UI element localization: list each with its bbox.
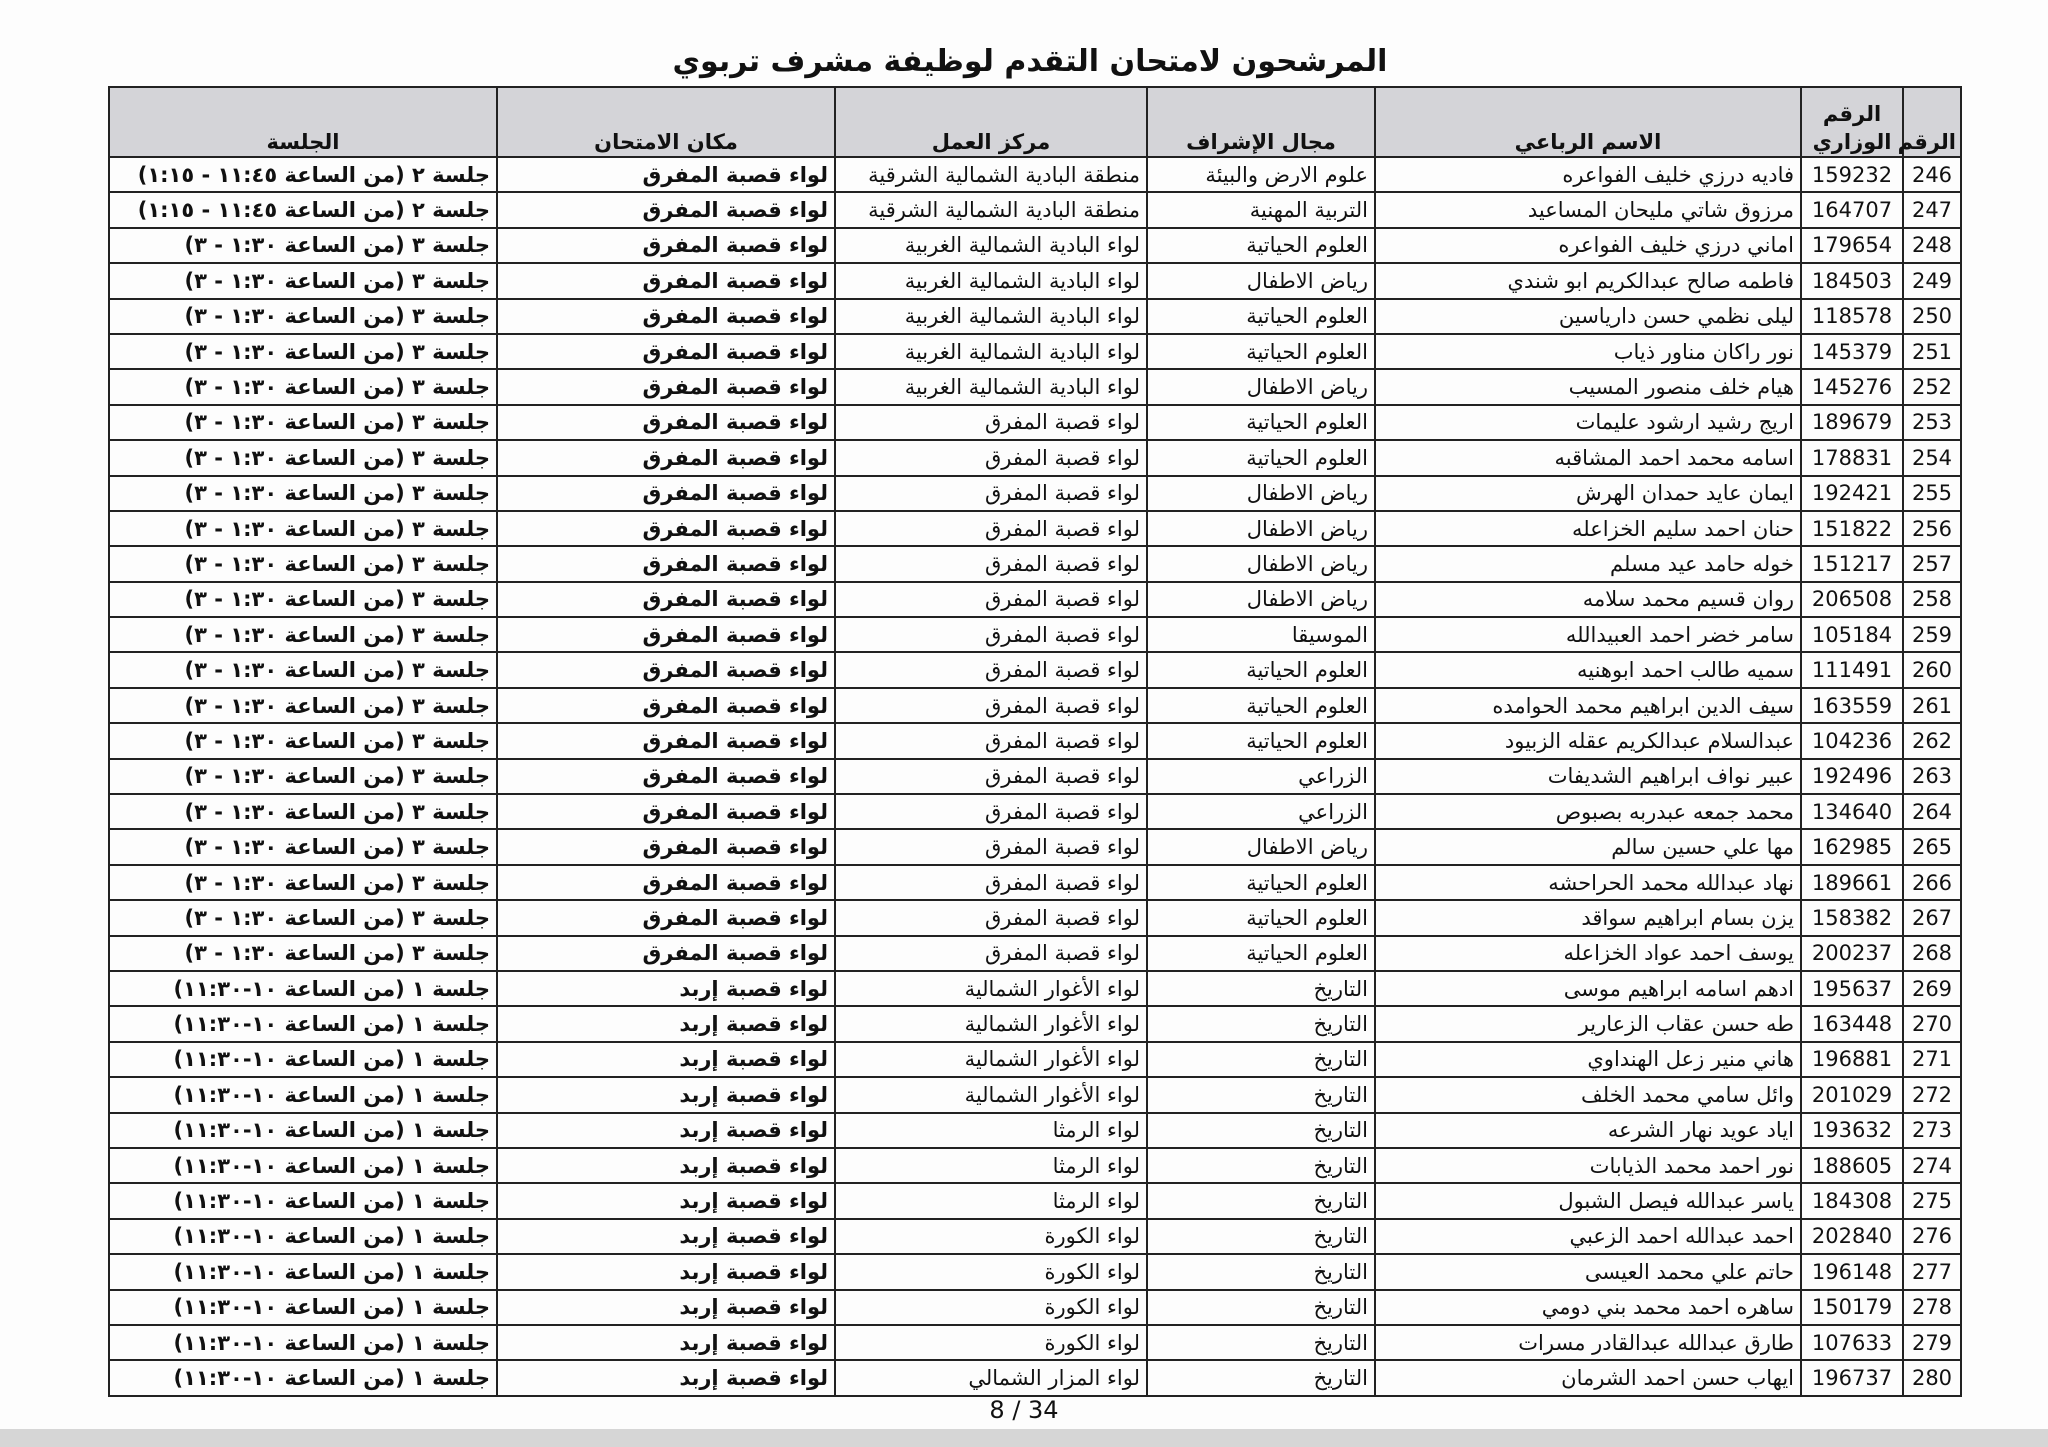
cell-work-center: لواء قصبة المفرق (835, 900, 1147, 935)
cell-ministry-number: 150179 (1801, 1290, 1903, 1325)
table-row (109, 157, 1961, 192)
cell-exam-place: لواء قصبة المفرق (497, 794, 835, 829)
cell-session: جلسة ١ (من الساعة ١٠-١١:٣٠) (109, 1254, 497, 1289)
cell-session: جلسة ٣ (من الساعة ١:٣٠ - ٣) (109, 228, 497, 263)
cell-supervision-field: العلوم الحياتية (1147, 440, 1375, 475)
cell-full-name: هيام خلف منصور المسيب (1375, 369, 1801, 404)
cell-session: جلسة ٣ (من الساعة ١:٣٠ - ٣) (109, 405, 497, 440)
cell-work-center: لواء قصبة المفرق (835, 936, 1147, 971)
cell-ministry-number: 206508 (1801, 582, 1903, 617)
cell-work-center: لواء البادية الشمالية الغربية (835, 228, 1147, 263)
cell-work-center: لواء البادية الشمالية الغربية (835, 369, 1147, 404)
cell-supervision-field: رياض الاطفال (1147, 263, 1375, 298)
cell-seq: 275 (1903, 1183, 1961, 1218)
cell-work-center: لواء الأغوار الشمالية (835, 971, 1147, 1006)
cell-ministry-number: 151217 (1801, 546, 1903, 581)
cell-session: جلسة ٣ (من الساعة ١:٣٠ - ٣) (109, 865, 497, 900)
cell-ministry-number: 178831 (1801, 440, 1903, 475)
cell-session: جلسة ٣ (من الساعة ١:٣٠ - ٣) (109, 617, 497, 652)
cell-seq: 277 (1903, 1254, 1961, 1289)
cell-ministry-number: 196881 (1801, 1042, 1903, 1077)
cell-full-name: سامر خضر احمد العبيدالله (1375, 617, 1801, 652)
cell-ministry-number: 196737 (1801, 1360, 1903, 1395)
cell-ministry-number: 159232 (1801, 157, 1903, 192)
table-row (109, 1183, 1961, 1218)
table-row (109, 511, 1961, 546)
cell-full-name: حنان احمد سليم الخزاعله (1375, 511, 1801, 546)
cell-supervision-field: الزراعي (1147, 794, 1375, 829)
cell-exam-place: لواء قصبة المفرق (497, 299, 835, 334)
cell-exam-place: لواء قصبة المفرق (497, 192, 835, 227)
table-row (109, 192, 1961, 227)
cell-session: جلسة ٣ (من الساعة ١:٣٠ - ٣) (109, 688, 497, 723)
cell-work-center: لواء البادية الشمالية الغربية (835, 334, 1147, 369)
cell-seq: 247 (1903, 192, 1961, 227)
cell-seq: 256 (1903, 511, 1961, 546)
cell-work-center: لواء قصبة المفرق (835, 405, 1147, 440)
cell-work-center: لواء البادية الشمالية الغربية (835, 299, 1147, 334)
cell-supervision-field: العلوم الحياتية (1147, 936, 1375, 971)
cell-full-name: احمد عبدالله احمد الزعبي (1375, 1219, 1801, 1254)
cell-seq: 262 (1903, 723, 1961, 758)
cell-full-name: طه حسن عقاب الزعارير (1375, 1006, 1801, 1041)
cell-seq: 280 (1903, 1360, 1961, 1395)
table-row (109, 759, 1961, 794)
table-row (109, 900, 1961, 935)
cell-seq: 251 (1903, 334, 1961, 369)
cell-exam-place: لواء قصبة المفرق (497, 865, 835, 900)
cell-supervision-field: رياض الاطفال (1147, 829, 1375, 864)
cell-session: جلسة ٣ (من الساعة ١:٣٠ - ٣) (109, 723, 497, 758)
cell-work-center: لواء الأغوار الشمالية (835, 1077, 1147, 1112)
cell-supervision-field: التاريخ (1147, 1006, 1375, 1041)
cell-supervision-field: الموسيقا (1147, 617, 1375, 652)
scan-edge (0, 1429, 2048, 1447)
table-row (109, 299, 1961, 334)
cell-work-center: لواء قصبة المفرق (835, 582, 1147, 617)
cell-full-name: اماني درزي خليف الفواعره (1375, 228, 1801, 263)
cell-session: جلسة ٣ (من الساعة ١:٣٠ - ٣) (109, 652, 497, 687)
cell-ministry-number: 145379 (1801, 334, 1903, 369)
cell-seq: 276 (1903, 1219, 1961, 1254)
cell-exam-place: لواء قصبة المفرق (497, 617, 835, 652)
cell-session: جلسة ١ (من الساعة ١٠-١١:٣٠) (109, 1006, 497, 1041)
cell-work-center: لواء البادية الشمالية الغربية (835, 263, 1147, 298)
cell-work-center: لواء قصبة المفرق (835, 476, 1147, 511)
table-row (109, 1042, 1961, 1077)
cell-exam-place: لواء قصبة إربد (497, 1360, 835, 1395)
cell-work-center: لواء قصبة المفرق (835, 759, 1147, 794)
table-row (109, 1077, 1961, 1112)
cell-supervision-field: العلوم الحياتية (1147, 688, 1375, 723)
cell-session: جلسة ٣ (من الساعة ١:٣٠ - ٣) (109, 546, 497, 581)
cell-full-name: نور احمد محمد الذيابات (1375, 1148, 1801, 1183)
cell-ministry-number: 162985 (1801, 829, 1903, 864)
candidates-table-container (110, 86, 1962, 1397)
cell-session: جلسة ٣ (من الساعة ١:٣٠ - ٣) (109, 299, 497, 334)
cell-exam-place: لواء قصبة المفرق (497, 157, 835, 192)
cell-seq: 263 (1903, 759, 1961, 794)
table-row (109, 1254, 1961, 1289)
header-seq: الرقم (1903, 87, 1961, 157)
cell-session: جلسة ٣ (من الساعة ١:٣٠ - ٣) (109, 936, 497, 971)
cell-supervision-field: علوم الارض والبيئة (1147, 157, 1375, 192)
cell-session: جلسة ١ (من الساعة ١٠-١١:٣٠) (109, 1360, 497, 1395)
cell-exam-place: لواء قصبة المفرق (497, 936, 835, 971)
cell-session: جلسة ٣ (من الساعة ١:٣٠ - ٣) (109, 440, 497, 475)
cell-full-name: يزن بسام ابراهيم سواقد (1375, 900, 1801, 935)
cell-session: جلسة ١ (من الساعة ١٠-١١:٣٠) (109, 1042, 497, 1077)
table-row (109, 971, 1961, 1006)
table-row (109, 688, 1961, 723)
cell-exam-place: لواء قصبة المفرق (497, 582, 835, 617)
table-row (109, 228, 1961, 263)
cell-seq: 249 (1903, 263, 1961, 298)
cell-exam-place: لواء قصبة المفرق (497, 546, 835, 581)
cell-supervision-field: التاريخ (1147, 1360, 1375, 1395)
header-session: الجلسة (109, 87, 497, 157)
document-title: المرشحون لامتحان التقدم لوظيفة مشرف تربوي (672, 44, 1388, 79)
cell-supervision-field: رياض الاطفال (1147, 511, 1375, 546)
cell-exam-place: لواء قصبة إربد (497, 1148, 835, 1183)
cell-ministry-number: 105184 (1801, 617, 1903, 652)
table-row (109, 405, 1961, 440)
cell-exam-place: لواء قصبة المفرق (497, 440, 835, 475)
cell-supervision-field: التاريخ (1147, 971, 1375, 1006)
cell-ministry-number: 145276 (1801, 369, 1903, 404)
table-row (109, 936, 1961, 971)
cell-ministry-number: 118578 (1801, 299, 1903, 334)
cell-ministry-number: 189661 (1801, 865, 1903, 900)
cell-session: جلسة ٢ (من الساعة ١١:٤٥ - ١:١٥) (109, 192, 497, 227)
cell-ministry-number: 111491 (1801, 652, 1903, 687)
cell-session: جلسة ١ (من الساعة ١٠-١١:٣٠) (109, 1325, 497, 1360)
cell-exam-place: لواء قصبة المفرق (497, 334, 835, 369)
cell-ministry-number: 192421 (1801, 476, 1903, 511)
table-row (109, 1360, 1961, 1395)
cell-ministry-number: 134640 (1801, 794, 1903, 829)
cell-work-center: لواء قصبة المفرق (835, 688, 1147, 723)
cell-seq: 253 (1903, 405, 1961, 440)
cell-session: جلسة ٢ (من الساعة ١١:٤٥ - ١:١٥) (109, 157, 497, 192)
table-row (109, 617, 1961, 652)
cell-supervision-field: التربية المهنية (1147, 192, 1375, 227)
cell-ministry-number: 163448 (1801, 1006, 1903, 1041)
cell-exam-place: لواء قصبة المفرق (497, 652, 835, 687)
cell-full-name: حاتم علي محمد العيسى (1375, 1254, 1801, 1289)
cell-ministry-number: 200237 (1801, 936, 1903, 971)
cell-supervision-field: التاريخ (1147, 1254, 1375, 1289)
cell-session: جلسة ٣ (من الساعة ١:٣٠ - ٣) (109, 900, 497, 935)
cell-supervision-field: رياض الاطفال (1147, 582, 1375, 617)
cell-ministry-number: 193632 (1801, 1113, 1903, 1148)
cell-exam-place: لواء قصبة المفرق (497, 688, 835, 723)
cell-exam-place: لواء قصبة المفرق (497, 369, 835, 404)
cell-full-name: فاديه درزي خليف الفواعره (1375, 157, 1801, 192)
cell-session: جلسة ١ (من الساعة ١٠-١١:٣٠) (109, 1183, 497, 1218)
cell-work-center: لواء الأغوار الشمالية (835, 1042, 1147, 1077)
cell-supervision-field: العلوم الحياتية (1147, 900, 1375, 935)
cell-work-center: لواء قصبة المفرق (835, 440, 1147, 475)
cell-exam-place: لواء قصبة إربد (497, 1219, 835, 1254)
cell-work-center: لواء الرمثا (835, 1113, 1147, 1148)
cell-supervision-field: رياض الاطفال (1147, 476, 1375, 511)
cell-exam-place: لواء قصبة المفرق (497, 829, 835, 864)
cell-supervision-field: رياض الاطفال (1147, 369, 1375, 404)
cell-full-name: محمد جمعه عبدربه بصبوص (1375, 794, 1801, 829)
table-row (109, 1325, 1961, 1360)
table-row (109, 476, 1961, 511)
cell-exam-place: لواء قصبة المفرق (497, 723, 835, 758)
cell-work-center: لواء قصبة المفرق (835, 617, 1147, 652)
cell-session: جلسة ١ (من الساعة ١٠-١١:٣٠) (109, 1113, 497, 1148)
cell-exam-place: لواء قصبة المفرق (497, 511, 835, 546)
cell-full-name: ياسر عبدالله فيصل الشبول (1375, 1183, 1801, 1218)
cell-seq: 259 (1903, 617, 1961, 652)
cell-ministry-number: 184308 (1801, 1183, 1903, 1218)
cell-exam-place: لواء قصبة إربد (497, 1042, 835, 1077)
cell-supervision-field: العلوم الحياتية (1147, 723, 1375, 758)
cell-full-name: نور راكان مناور ذياب (1375, 334, 1801, 369)
cell-seq: 248 (1903, 228, 1961, 263)
cell-supervision-field: التاريخ (1147, 1183, 1375, 1218)
cell-ministry-number: 151822 (1801, 511, 1903, 546)
cell-supervision-field: العلوم الحياتية (1147, 228, 1375, 263)
table-row (109, 794, 1961, 829)
cell-ministry-number: 107633 (1801, 1325, 1903, 1360)
cell-seq: 271 (1903, 1042, 1961, 1077)
cell-seq: 269 (1903, 971, 1961, 1006)
cell-session: جلسة ١ (من الساعة ١٠-١١:٣٠) (109, 971, 497, 1006)
cell-full-name: سميه طالب احمد ابوهنيه (1375, 652, 1801, 687)
cell-work-center: لواء الرمثا (835, 1183, 1147, 1218)
cell-ministry-number: 188605 (1801, 1148, 1903, 1183)
cell-supervision-field: التاريخ (1147, 1077, 1375, 1112)
cell-seq: 257 (1903, 546, 1961, 581)
cell-ministry-number: 196148 (1801, 1254, 1903, 1289)
cell-seq: 265 (1903, 829, 1961, 864)
cell-supervision-field: العلوم الحياتية (1147, 299, 1375, 334)
cell-full-name: مرزوق شاتي مليحان المساعيد (1375, 192, 1801, 227)
page-number: 8 / 34 (989, 1396, 1059, 1424)
table-row (109, 1113, 1961, 1148)
table-row (109, 546, 1961, 581)
cell-exam-place: لواء قصبة إربد (497, 1183, 835, 1218)
cell-supervision-field: العلوم الحياتية (1147, 652, 1375, 687)
cell-supervision-field: التاريخ (1147, 1148, 1375, 1183)
cell-full-name: سيف الدين ابراهيم محمد الحوامده (1375, 688, 1801, 723)
cell-session: جلسة ٣ (من الساعة ١:٣٠ - ٣) (109, 511, 497, 546)
cell-ministry-number: 179654 (1801, 228, 1903, 263)
table-row (109, 865, 1961, 900)
cell-ministry-number: 158382 (1801, 900, 1903, 935)
cell-full-name: ادهم اسامه ابراهيم موسى (1375, 971, 1801, 1006)
cell-ministry-number: 201029 (1801, 1077, 1903, 1112)
cell-full-name: روان قسيم محمد سلامه (1375, 582, 1801, 617)
table-body (109, 157, 1961, 1396)
cell-full-name: ساهره احمد محمد بني دومي (1375, 1290, 1801, 1325)
cell-supervision-field: الزراعي (1147, 759, 1375, 794)
cell-seq: 274 (1903, 1148, 1961, 1183)
cell-full-name: عبير نواف ابراهيم الشديفات (1375, 759, 1801, 794)
cell-exam-place: لواء قصبة المفرق (497, 228, 835, 263)
cell-exam-place: لواء قصبة إربد (497, 1006, 835, 1041)
cell-exam-place: لواء قصبة إربد (497, 1325, 835, 1360)
cell-seq: 273 (1903, 1113, 1961, 1148)
table-row (109, 1006, 1961, 1041)
cell-supervision-field: العلوم الحياتية (1147, 865, 1375, 900)
table-row (109, 723, 1961, 758)
cell-exam-place: لواء قصبة إربد (497, 1254, 835, 1289)
cell-session: جلسة ٣ (من الساعة ١:٣٠ - ٣) (109, 829, 497, 864)
cell-seq: 261 (1903, 688, 1961, 723)
cell-exam-place: لواء قصبة إربد (497, 971, 835, 1006)
cell-seq: 272 (1903, 1077, 1961, 1112)
cell-work-center: لواء الأغوار الشمالية (835, 1006, 1147, 1041)
cell-supervision-field: التاريخ (1147, 1290, 1375, 1325)
cell-session: جلسة ١ (من الساعة ١٠-١١:٣٠) (109, 1219, 497, 1254)
cell-full-name: مها علي حسين سالم (1375, 829, 1801, 864)
cell-supervision-field: رياض الاطفال (1147, 546, 1375, 581)
table-row (109, 263, 1961, 298)
cell-full-name: عبدالسلام عبدالكريم عقله الزبيود (1375, 723, 1801, 758)
cell-full-name: ايهاب حسن احمد الشرمان (1375, 1360, 1801, 1395)
cell-ministry-number: 164707 (1801, 192, 1903, 227)
table-header-row (109, 87, 1961, 157)
cell-seq: 252 (1903, 369, 1961, 404)
cell-seq: 278 (1903, 1290, 1961, 1325)
cell-seq: 258 (1903, 582, 1961, 617)
cell-session: جلسة ٣ (من الساعة ١:٣٠ - ٣) (109, 794, 497, 829)
cell-ministry-number: 202840 (1801, 1219, 1903, 1254)
cell-seq: 268 (1903, 936, 1961, 971)
cell-full-name: ليلى نظمي حسن دارياسين (1375, 299, 1801, 334)
cell-seq: 270 (1903, 1006, 1961, 1041)
cell-work-center: لواء الكورة (835, 1325, 1147, 1360)
cell-ministry-number: 104236 (1801, 723, 1903, 758)
cell-exam-place: لواء قصبة إربد (497, 1113, 835, 1148)
cell-exam-place: لواء قصبة المفرق (497, 405, 835, 440)
header-ministry-number: الرقم الوزاري (1801, 87, 1903, 157)
candidates-table (108, 86, 1962, 1397)
cell-full-name: اريج رشيد ارشود عليمات (1375, 405, 1801, 440)
cell-session: جلسة ٣ (من الساعة ١:٣٠ - ٣) (109, 369, 497, 404)
cell-exam-place: لواء قصبة المفرق (497, 900, 835, 935)
header-full-name: الاسم الرباعي (1375, 87, 1801, 157)
cell-ministry-number: 184503 (1801, 263, 1903, 298)
cell-seq: 250 (1903, 299, 1961, 334)
cell-work-center: لواء قصبة المفرق (835, 652, 1147, 687)
cell-seq: 264 (1903, 794, 1961, 829)
cell-work-center: لواء الكورة (835, 1254, 1147, 1289)
cell-seq: 260 (1903, 652, 1961, 687)
cell-session: جلسة ٣ (من الساعة ١:٣٠ - ٣) (109, 582, 497, 617)
cell-seq: 254 (1903, 440, 1961, 475)
cell-full-name: ايمان عايد حمدان الهرش (1375, 476, 1801, 511)
cell-work-center: لواء قصبة المفرق (835, 829, 1147, 864)
cell-work-center: لواء الكورة (835, 1290, 1147, 1325)
cell-supervision-field: التاريخ (1147, 1219, 1375, 1254)
cell-full-name: اسامه محمد احمد المشاقبه (1375, 440, 1801, 475)
cell-ministry-number: 163559 (1801, 688, 1903, 723)
table-row (109, 440, 1961, 475)
cell-work-center: لواء المزار الشمالي (835, 1360, 1147, 1395)
table-row (109, 1219, 1961, 1254)
table-row (109, 1148, 1961, 1183)
cell-session: جلسة ٣ (من الساعة ١:٣٠ - ٣) (109, 759, 497, 794)
table-row (109, 829, 1961, 864)
cell-session: جلسة ٣ (من الساعة ١:٣٠ - ٣) (109, 476, 497, 511)
cell-exam-place: لواء قصبة المفرق (497, 759, 835, 794)
cell-seq: 246 (1903, 157, 1961, 192)
cell-full-name: وائل سامي محمد الخلف (1375, 1077, 1801, 1112)
cell-full-name: فاطمه صالح عبدالكريم ابو شندي (1375, 263, 1801, 298)
cell-work-center: لواء الرمثا (835, 1148, 1147, 1183)
cell-supervision-field: التاريخ (1147, 1325, 1375, 1360)
header-exam-place: مكان الامتحان (497, 87, 835, 157)
cell-supervision-field: التاريخ (1147, 1042, 1375, 1077)
cell-session: جلسة ٣ (من الساعة ١:٣٠ - ٣) (109, 263, 497, 298)
table-row (109, 582, 1961, 617)
cell-seq: 255 (1903, 476, 1961, 511)
cell-work-center: منطقة البادية الشمالية الشرقية (835, 157, 1147, 192)
cell-work-center: لواء قصبة المفرق (835, 865, 1147, 900)
table-row (109, 652, 1961, 687)
cell-seq: 279 (1903, 1325, 1961, 1360)
cell-full-name: خوله حامد عيد مسلم (1375, 546, 1801, 581)
cell-work-center: لواء قصبة المفرق (835, 511, 1147, 546)
cell-full-name: اياد عويد نهار الشرعه (1375, 1113, 1801, 1148)
cell-seq: 267 (1903, 900, 1961, 935)
cell-exam-place: لواء قصبة إربد (497, 1290, 835, 1325)
cell-work-center: لواء الكورة (835, 1219, 1147, 1254)
cell-work-center: لواء قصبة المفرق (835, 546, 1147, 581)
cell-exam-place: لواء قصبة إربد (497, 1077, 835, 1112)
cell-work-center: منطقة البادية الشمالية الشرقية (835, 192, 1147, 227)
cell-session: جلسة ١ (من الساعة ١٠-١١:٣٠) (109, 1148, 497, 1183)
cell-full-name: هاني منير زعل الهنداوي (1375, 1042, 1801, 1077)
cell-full-name: نهاد عبدالله محمد الحراحشه (1375, 865, 1801, 900)
table-row (109, 1290, 1961, 1325)
cell-work-center: لواء قصبة المفرق (835, 723, 1147, 758)
cell-session: جلسة ١ (من الساعة ١٠-١١:٣٠) (109, 1290, 497, 1325)
cell-seq: 266 (1903, 865, 1961, 900)
cell-ministry-number: 189679 (1801, 405, 1903, 440)
header-work-center: مركز العمل (835, 87, 1147, 157)
cell-ministry-number: 195637 (1801, 971, 1903, 1006)
cell-exam-place: لواء قصبة المفرق (497, 476, 835, 511)
cell-exam-place: لواء قصبة المفرق (497, 263, 835, 298)
cell-full-name: يوسف احمد عواد الخزاعله (1375, 936, 1801, 971)
table-row (109, 369, 1961, 404)
cell-session: جلسة ١ (من الساعة ١٠-١١:٣٠) (109, 1077, 497, 1112)
header-supervision-field: مجال الإشراف (1147, 87, 1375, 157)
table-row (109, 334, 1961, 369)
cell-ministry-number: 192496 (1801, 759, 1903, 794)
cell-full-name: طارق عبدالله عبدالقادر مسرات (1375, 1325, 1801, 1360)
cell-supervision-field: التاريخ (1147, 1113, 1375, 1148)
cell-supervision-field: العلوم الحياتية (1147, 405, 1375, 440)
cell-supervision-field: العلوم الحياتية (1147, 334, 1375, 369)
cell-work-center: لواء قصبة المفرق (835, 794, 1147, 829)
cell-session: جلسة ٣ (من الساعة ١:٣٠ - ٣) (109, 334, 497, 369)
